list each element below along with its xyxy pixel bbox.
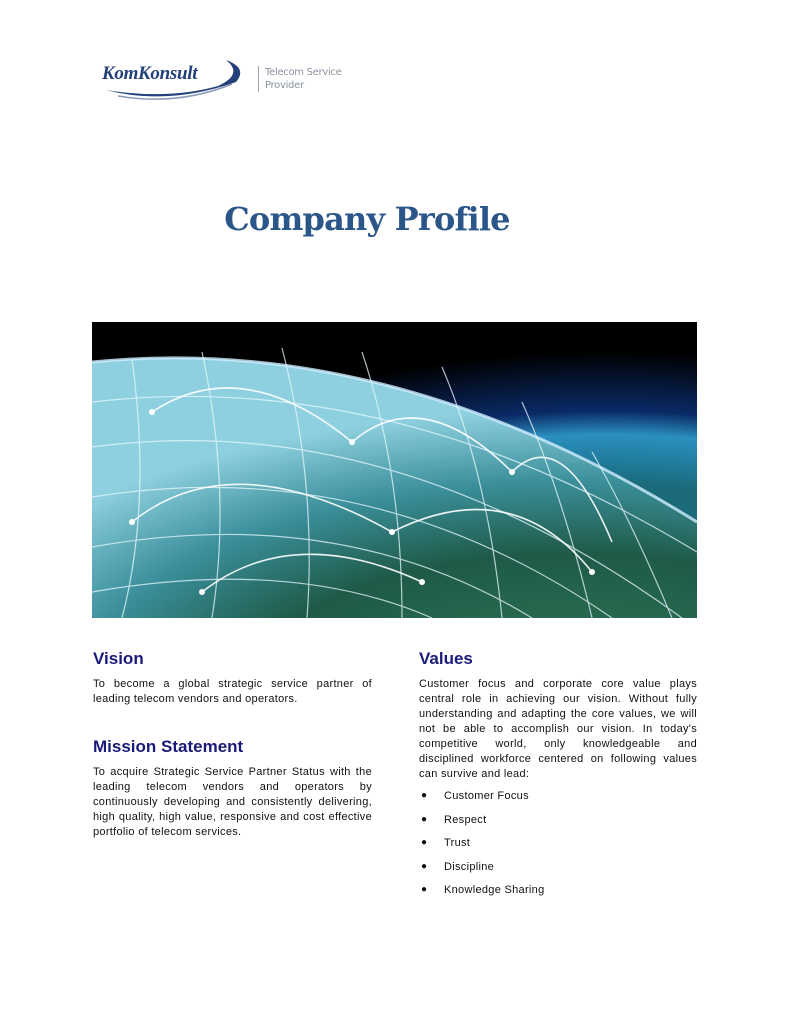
company-logo (98, 54, 248, 104)
values-text: Customer focus and corporate core value plays central role in achieving our vision. Without fully understanding and adapting the core values, we will not be able to accomplish our vision. In today's competitive world, only knowledgeable and disciplined workforce centered on following values can survive and lead: (419, 678, 697, 780)
list-item (419, 790, 697, 814)
mission-heading: Mission Statement (93, 737, 244, 756)
bullet-icon: ● (421, 813, 428, 825)
list-item-label: Knowledge Sharing (444, 884, 545, 896)
list-item (419, 861, 697, 885)
bullet-icon: ● (421, 860, 428, 872)
list-item (419, 884, 697, 908)
page-title: Company Profile (224, 200, 510, 238)
tagline-line-2: Provider (265, 80, 304, 91)
left-column (93, 649, 372, 840)
mission-text: To acquire Strategic Service Partner Status with the leading telecom vendors and operators by continuously developing and consistently delivering, high quality, high value, responsive and cost effective portfolio of telecom services. (93, 766, 372, 838)
list-item-label: Customer Focus (444, 790, 529, 802)
list-item (419, 814, 697, 838)
bullet-icon: ● (421, 884, 428, 895)
tagline (258, 66, 342, 92)
list-item (419, 837, 697, 861)
right-column (419, 649, 697, 908)
logo-text: KomKonsult (102, 63, 198, 84)
bullet-icon: ● (421, 790, 428, 801)
bullet-icon: ● (421, 837, 428, 848)
values-heading: Values (419, 649, 473, 668)
list-item-label: Respect (444, 813, 487, 826)
tagline-line-1: Telecom Service (265, 67, 342, 78)
globe-network-image (92, 322, 697, 618)
list-item-label: Discipline (444, 860, 495, 873)
vision-heading: Vision (93, 649, 144, 668)
vision-text: To become a global strategic service partner of leading telecom vendors and operators. (93, 678, 372, 705)
list-item-label: Trust (444, 837, 471, 849)
values-list (419, 790, 697, 908)
